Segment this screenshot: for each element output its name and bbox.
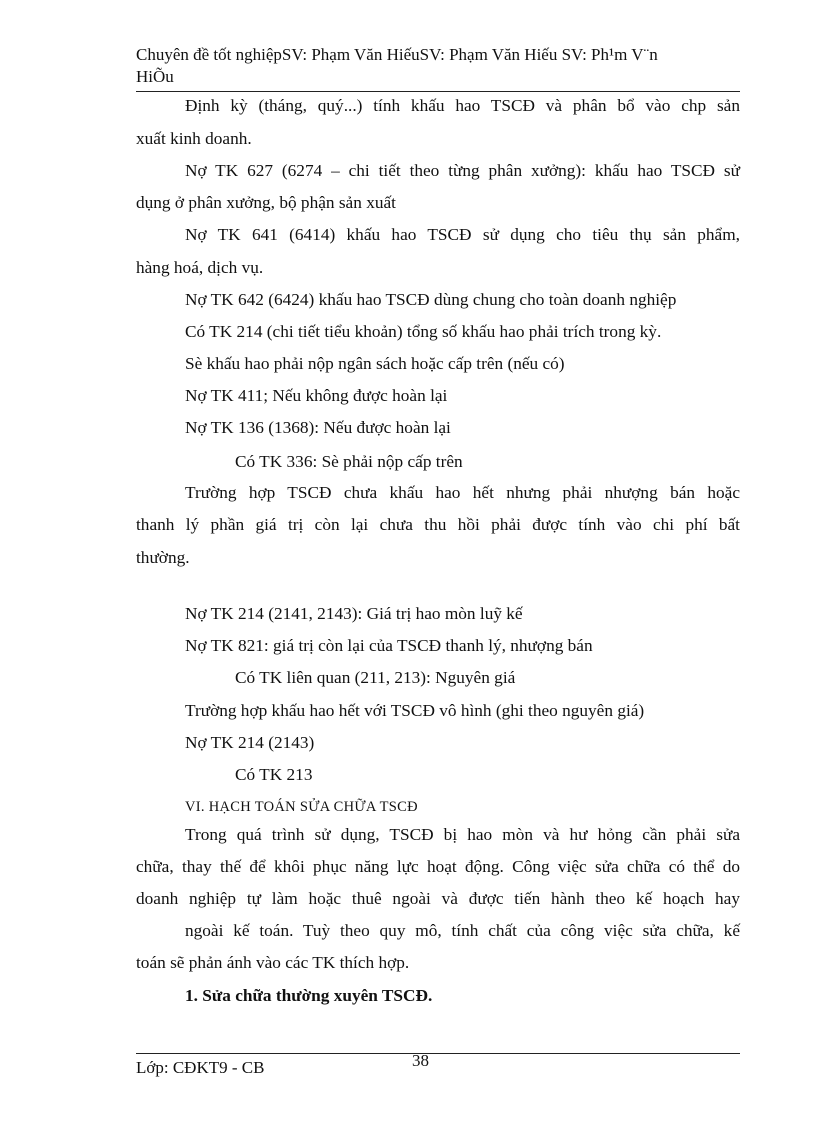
footer-divider bbox=[136, 1053, 740, 1054]
subsection-heading: 1. Sửa chữa thường xuyên TSCĐ. bbox=[185, 986, 433, 1005]
page-number: 38 bbox=[412, 1051, 429, 1070]
page-header bbox=[136, 44, 740, 88]
text-line: Nợ TK 136 (1368): Nếu được hoàn lại bbox=[185, 418, 451, 437]
text-line: doanh nghiệp tự làm hoặc thuê ngoài và được tiến hành theo kế hoạch hay bbox=[136, 889, 740, 908]
footer-class-label: Lớp: CĐKT9 - CB bbox=[136, 1058, 265, 1077]
text-line: Có TK 214 (chi tiết tiểu khoản) tổng số khấu hao phải trích trong kỳ. bbox=[185, 322, 662, 341]
header-divider bbox=[136, 91, 740, 92]
text-line: xuất kinh doanh. bbox=[136, 129, 252, 148]
text-line: Nợ TK 642 (6424) khấu hao TSCĐ dùng chung cho toàn doanh nghiệp bbox=[185, 290, 677, 309]
text-line: Nợ TK 821: giá trị còn lại của TSCĐ thanh lý, nhượng bán bbox=[185, 636, 593, 655]
text-line: ngoài kế toán. Tuỳ theo quy mô, tính chất của công việc sửa chữa, kế bbox=[185, 921, 740, 940]
text-line: Định kỳ (tháng, quý...) tính khấu hao TSCĐ và phân bổ vào chp sản bbox=[185, 96, 740, 115]
text-line: Có TK 213 bbox=[235, 765, 313, 784]
text-line: dụng ở phân xưởng, bộ phận sản xuất bbox=[136, 193, 396, 212]
text-line: Nợ TK 411; Nếu không được hoàn lại bbox=[185, 386, 448, 405]
text-line: Trường hợp TSCĐ chưa khấu hao hết nhưng phải nhượng bán hoặc bbox=[185, 483, 740, 502]
text-line: Trường hợp khấu hao hết với TSCĐ vô hình (ghi theo nguyên giá) bbox=[185, 701, 645, 720]
text-line: Có TK 336: Sè phải nộp cấp trên bbox=[235, 452, 463, 471]
text-line: Có TK liên quan (211, 213): Nguyên giá bbox=[235, 668, 516, 687]
text-line: thường. bbox=[136, 548, 190, 567]
text-line: thanh lý phần giá trị còn lại chưa thu hồi phải được tính vào chi phí bất bbox=[136, 515, 740, 534]
text-line: Sè khấu hao phải nộp ngân sách hoặc cấp trên (nếu có) bbox=[185, 354, 565, 373]
text-line: hàng hoá, dịch vụ. bbox=[136, 258, 264, 277]
header-line-2: HiÕu bbox=[136, 67, 174, 86]
text-line: toán sẽ phản ánh vào các TK thích hợp. bbox=[136, 953, 410, 972]
text-line: Nợ TK 641 (6414) khấu hao TSCĐ sử dụng cho tiêu thụ sản phẩm, bbox=[185, 225, 740, 244]
text-line: chữa, thay thế để khôi phục năng lực hoạt động. Công việc sửa chữa có thể do bbox=[136, 857, 740, 876]
section-heading: VI. HẠCH TOÁN SỬA CHỮA TSCĐ bbox=[185, 799, 418, 815]
text-line: Nợ TK 214 (2141, 2143): Giá trị hao mòn luỹ kế bbox=[185, 604, 523, 623]
text-line: Trong quá trình sử dụng, TSCĐ bị hao mòn và hư hỏng cần phải sửa bbox=[185, 825, 740, 844]
text-line: Nợ TK 627 (6274 – chi tiết theo từng phân xưởng): khấu hao TSCĐ sử bbox=[185, 161, 740, 180]
header-line-1: Chuyên đề tốt nghiệpSV: Phạm Văn HiếuSV: Phạm Văn Hiếu SV: Ph¹m V¨n bbox=[136, 45, 658, 64]
text-line: Nợ TK 214 (2143) bbox=[185, 733, 315, 752]
